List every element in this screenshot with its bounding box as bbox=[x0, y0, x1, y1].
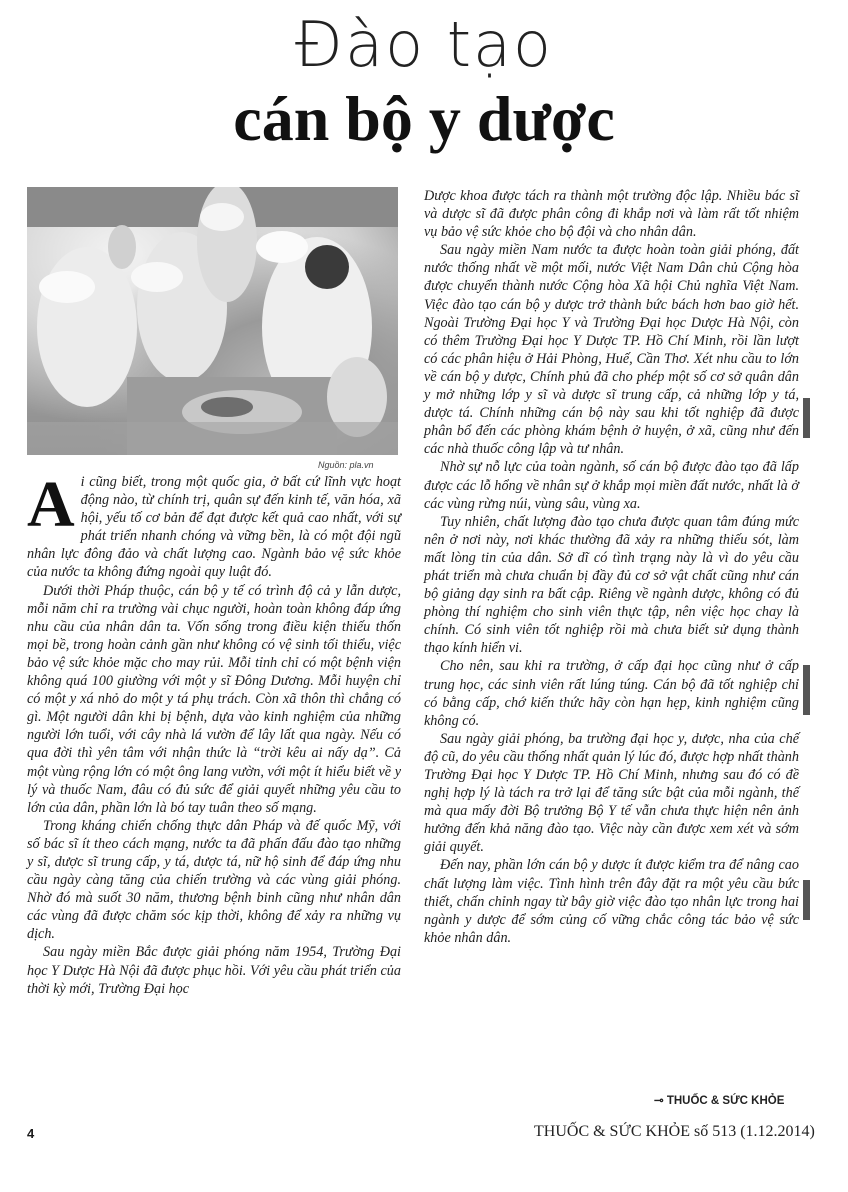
photo-illustration bbox=[27, 187, 398, 455]
drop-cap: A bbox=[27, 468, 75, 541]
article-photo bbox=[27, 187, 398, 455]
article-paragraph: Trong kháng chiến chống thực dân Pháp và đế quốc Mỹ, với số bác sĩ ít theo cách mạng, nước ta đã phấn đấu đào tạo những y sĩ, dược sĩ trung cấp, y tá, dược tá, nữ hộ sinh để đáp ứng nhu cầu ngày càng tăng của chiến trường và các vùng giải phóng. Nhờ đó mà suốt 30 năm, thương bệnh binh cũng như nhân dân các vùng đã được chăm sóc kịp thời, không để xảy ra những vụ dịch. bbox=[27, 817, 401, 943]
article-paragraph: Dược khoa được tách ra thành một trường độc lập. Nhiều bác sĩ và dược sĩ đã được phân công đi khắp nơi và làm rất tốt nhiệm vụ bảo vệ sức khỏe cho bộ đội và cho nhân dân. bbox=[424, 188, 799, 241]
article-paragraph: i cũng biết, trong một quốc gia, ở bất cứ lĩnh vực hoạt động nào, từ chính trị, quân sự đến kinh tế, văn hóa, xã hội, yếu tố cơ bản để đạt được kết quả cao nhất, với sự phát triển nhanh chóng và vững bền, là có một đội ngũ nhân lực đông đảo và chất lượng cao. Ngành bảo vệ sức khỏe của nước ta không đứng ngoài quy luật đó. bbox=[27, 474, 401, 581]
article-title-line1: Đào tạo bbox=[295, 8, 553, 81]
article-paragraph: Sau ngày miền Nam nước ta được hoàn toàn giải phóng, đất nước thống nhất về một mối, nước Việt Nam Dân chủ Cộng hòa được chuyển thành nước Cộng hòa Xã hội Chủ nghĩa Việt Nam. Việc đào tạo cán bộ y dược trở thành bức bách hơn bao giờ hết. Ngoài Trường Đại học Y và Trường Đại học Dược Hà Nội, còn có thêm Trường Đại học Y Dược TP. Hồ Chí Minh, rồi lần lượt có các phân hiệu ở Hải Phòng, Huế, Cần Thơ. Xét nhu cầu to lớn về cán bộ y dược, Chính phủ đã cho phép một số cơ sở quân dân y mở những lớp y sĩ và dược sĩ trung cấp, cả những lớp y tá, dược tá. Chính những cán bộ này sau khi tốt nghiệp đã được phân bổ đến các phòng khám bệnh ở huyện, ở xã, cũng như đến các nhà thuốc công lập và tư nhân. bbox=[424, 242, 799, 458]
scan-edge-mark bbox=[803, 398, 810, 438]
signature-text: THUỐC & SỨC KHỎE bbox=[666, 1095, 785, 1107]
article-title-line2: cán bộ y dược bbox=[233, 83, 615, 154]
publication-footer: THUỐC & SỨC KHỎE số 513 (1.12.2014) bbox=[534, 1123, 815, 1140]
scan-edge-mark bbox=[803, 665, 810, 715]
arrow-icon: ⊸ bbox=[654, 1095, 667, 1107]
article-paragraph: Đến nay, phần lớn cán bộ y dược ít được kiểm tra để nâng cao chất lượng làm việc. Tình hình trên đây đặt ra một yêu cầu bức thiết, chấn chỉnh ngay từ bây giờ việc đào tạo nhân lực trong hai ngành y dược để sớm củng cố vững chắc công tác bảo vệ sức khỏe nhân dân. bbox=[424, 857, 799, 946]
scan-edge-mark bbox=[803, 880, 810, 920]
article-paragraph: Cho nên, sau khi ra trường, ở cấp đại học cũng như ở cấp trung học, các sinh viên rất lúng túng. Cán bộ đã tốt nghiệp chỉ có bằng cấp, chớ kiến thức hãy còn hạn hẹp, kinh nghiệm cũng không có. bbox=[424, 658, 799, 729]
article-paragraph: Sau ngày miền Bắc được giải phóng năm 1954, Trường Đại học Y Dược Hà Nội đã được phục hồi. Với yêu cầu phát triển của thời kỳ mới, Trường Đại học bbox=[27, 944, 401, 997]
photo-caption: Nguồn: pla.vn bbox=[318, 460, 374, 470]
article-paragraph: Dưới thời Pháp thuộc, cán bộ y tế có trình độ cả y lẫn dược, mỗi năm chỉ ra trường vài chục người, hoàn toàn không đáp ứng nhu cầu của nhân dân ta. Vốn sống trong điều kiện thiếu thốn mọi bề, trong hoàn cảnh gần như không có vệ sinh tối thiểu, việc bảo vệ sức khỏe mặc cho may rủi. Mỗi tỉnh chỉ có một bệnh viện không quá 100 giường với một y sĩ Đông Dương. Mỗi huyện chỉ có một y xá nhỏ do một y tá phụ trách. Còn xã thôn thì chẳng có gì. Một người dân khi bị bệnh, dựa vào kinh nghiệm của những người lớn tuổi, với cây nhà lá vườn để lây lất qua ngày. Nếu có qua đời thì yên tâm với nhận thức là “trời kêu ai nấy dạ”. Cả một vùng rộng lớn có một ông lang vườn, với một ít hiểu biết về y lý và thuốc Nam, đâu có đủ sức để giải quyết những yêu cầu to lớn của dân, phần lớn là bó tay tuân theo số mạng. bbox=[27, 582, 401, 816]
article-left-column bbox=[27, 468, 401, 998]
article-paragraph: Tuy nhiên, chất lượng đào tạo chưa được quan tâm đúng mức nên ở nơi này, nơi khác thường đã xảy ra những thiếu sót, làm mất lòng tin của dân. Sở dĩ có tình trạng này là vì do yêu cầu phát triển mà chưa chuẩn bị đầy đủ cơ sở vật chất cũng như cán bộ giảng dạy sinh ra bất cập. Riêng về ngành dược, không có đủ phòng thí nghiệm cho sinh viên thực tập, nên việc học chay là chính. Có sinh viên tốt nghiệp rồi mà chưa biết sử dụng thành thạo kính hiển vi. bbox=[424, 513, 799, 657]
article-paragraph: Sau ngày giải phóng, ba trường đại học y, dược, nha của chế độ cũ, do yêu cầu thống nhất quản lý lúc đó, được hợp nhất thành Trường Đại học Y Dược TP. Hồ Chí Minh, nhưng sau đó có đề nghị hợp lý là tách ra trở lại để tăng sức bật của mỗi ngành, thế mà qua mấy đời Bộ trưởng Bộ Y tế vẫn chưa thực hiện nên ảnh hưởng đến khả năng đào tạo. Việc này cần được xem xét và sớm giải quyết. bbox=[424, 730, 799, 856]
article-paragraph: Nhờ sự nỗ lực của toàn ngành, số cán bộ được đào tạo đã lấp được các lỗ hổng về nhân sự ở khắp mọi miền đất nước, nhất là ở các vùng rừng núi, vùng sâu, vùng xa. bbox=[424, 459, 799, 512]
article-signature bbox=[654, 1093, 784, 1107]
page-number: 4 bbox=[27, 1126, 35, 1141]
article-right-column bbox=[424, 187, 799, 947]
